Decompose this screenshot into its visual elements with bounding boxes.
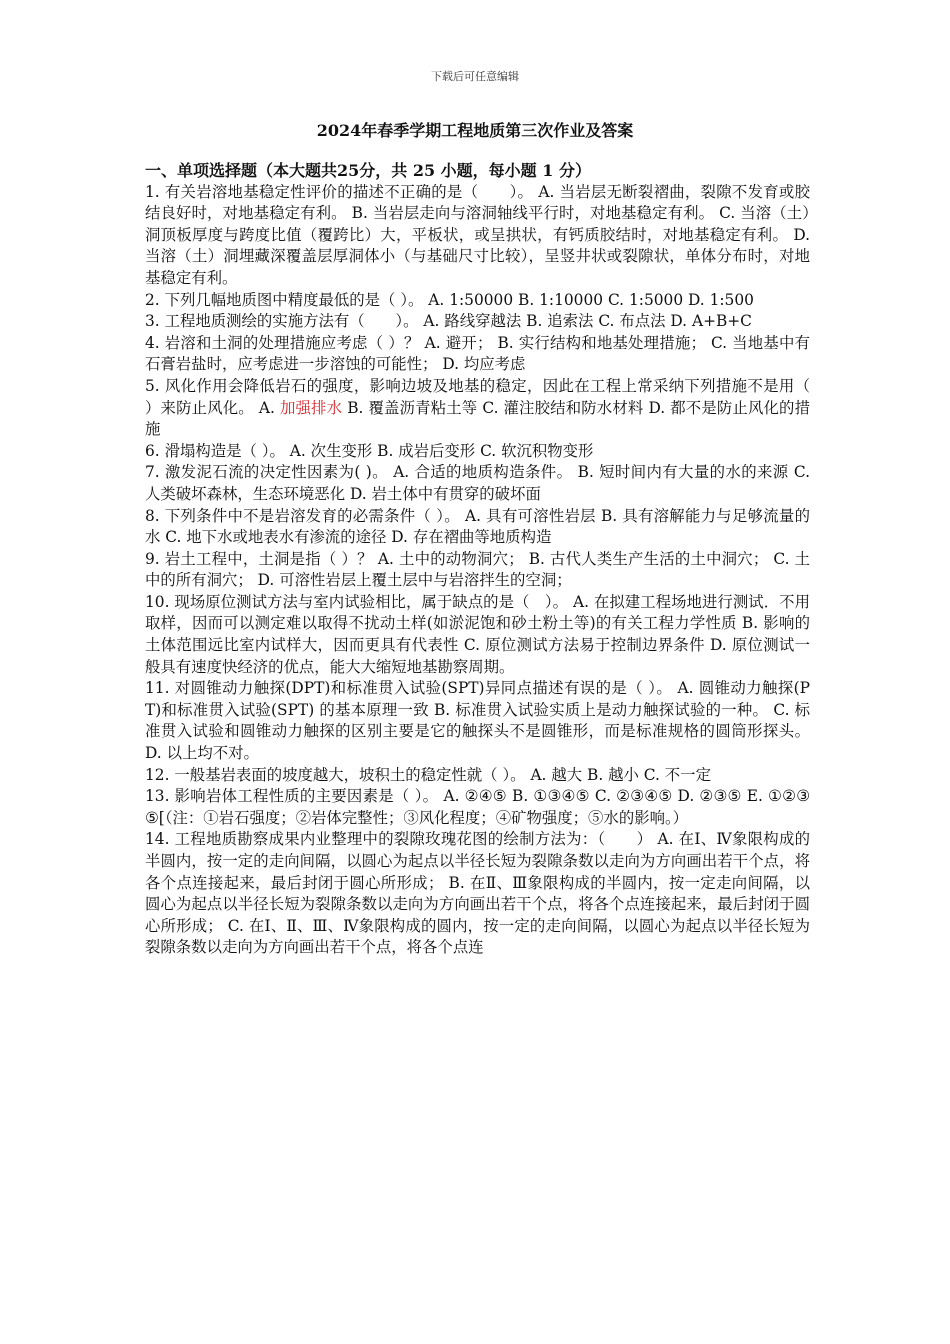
question-7: 7. 激发泥石流的决定性因素为( )。 A. 合适的地质构造条件。 B. 短时间内有大量的水的来源 C. 人类破坏森林，生态环境恶化 D. 岩土体中有贯穿的破坏面 (145, 463, 810, 503)
section-heading: 一、单项选择题（本大题共25分，共 25 小题，每小题 1 分） (145, 161, 591, 180)
question-5 (145, 376, 857, 441)
highlighted-answer: 加强排水 (279, 398, 343, 417)
question-11: 11. 对圆锥动力触探(DPT)和标准贯入试验(SPT)异同点描述有误的是（ ）。 A. 圆锥动力触探(PT)和标准贯入试验(SPT) 的基本原理一致 B. 标准贯入试验实质上是动力触探试验的一种。 C. 标准贯入试验和圆锥动力触探的区别主要是它的触探头不是圆锥形，而是标准规格的圆筒形探头。 D. 以上均不对。 (145, 679, 810, 763)
question-4: 4. 岩溶和土洞的处理措施应考虑（ ）？ A. 避开； B. 实行结构和地基处理措施； C. 当地基中有石膏岩盐时，应考虑进一步溶蚀的可能性； D. 均应考虑 (145, 333, 810, 374)
question-14: 14. 工程地质勘察成果内业整理中的裂隙玫瑰花图的绘制方法为：（ ） A. 在Ⅰ、Ⅳ象限构成的半圆内，按一定的走向间隔，以圆心为起点以半径长短为裂隙条数以走向为方向画出若干个点，将各个点连接起来，最后封闭于圆心所形成； B. 在Ⅱ、Ⅲ象限构成的半圆内，按一定走向间隔，以圆心为起点以半径长短为裂隙条数以走向为方向画出若干个点，将各个点连接起来，最后封闭于圆心所形成； C. 在Ⅰ、Ⅱ、Ⅲ、Ⅳ象限构成的圆内，按一定的走向间隔，以圆心为起点以半径长短为裂隙条数以走向为方向画出若干个点，将各个点连 (145, 830, 810, 957)
question-1: 1. 有关岩溶地基稳定性评价的描述不正确的是（ ）。 A. 当岩层无断裂褶曲，裂隙不发育或胶结良好时，对地基稳定有利。 B. 当岩层走向与溶洞轴线平行时，对地基稳定有利。 C. 当溶（土）洞顶板厚度与跨度比值（覆跨比）大，平板状，或呈拱状，有钙质胶结时，对地基稳定有利。 D. 当溶（土）洞埋藏深覆盖层厚洞体小（与基础尺寸比较），呈竖井状或裂隙状，单体分布时，对地基稳定有利。 (145, 182, 810, 287)
question-5-before: 5. 风化作用会降低岩石的强度，影响边坡及地基的稳定，因此在工程上常采纳下列措施不是用（ ）来防止风化。 A. (145, 376, 857, 417)
question-8: 8. 下列条件中不是岩溶发育的必需条件（ ）。 A. 具有可溶性岩层 B. 具有溶解能力与足够流量的水 C. 地下水或地表水有渗流的途径 D. 存在褶曲等地质构造 (145, 506, 810, 547)
question-10: 10. 现场原位测试方法与室内试验相比，属于缺点的是（ ）。 A. 在拟建工程场地进行测试．不用取样，因而可以测定难以取得不扰动土样(如淤泥饱和砂土粉土等)的有关工程力学性质 B. 影响的土体范围远比室内试样大，因而更具有代表性 C. 原位测试方法易于控制边界条件 D. 原位测试一般具有速度快经济的优点，能大大缩短地基勘察周期。 (145, 592, 810, 676)
header-note: 下载后可任意编辑 (431, 70, 519, 83)
question-12: 12. 一般基岩表面的坡度越大，坡积土的稳定性就（ ）。 A. 越大 B. 越小 C. 不一定 (145, 765, 711, 784)
question-3: 3. 工程地质测绘的实施方法有（ ）。 A. 路线穿越法 B. 追索法 C. 布点法 D. A+B+C (145, 312, 752, 331)
document-title: 2024年春季学期工程地质第三次作业及答案 (316, 121, 634, 140)
question-2: 2. 下列几幅地质图中精度最低的是（ ）。 A. 1:50000 B. 1:10000 C. 1:5000 D. 1:500 (145, 290, 754, 309)
question-13: 13. 影响岩体工程性质的主要因素是（ ）。 A. ②④⑤ B. ①③④⑤ C. ②③④⑤ D. ②③⑤ E. ①②③⑤[（注：①岩石强度；②岩体完整性；③风化程度；④矿物强度；⑤水的影响。） (145, 787, 810, 827)
question-6: 6. 滑塌构造是（ ）。 A. 次生变形 B. 成岩后变形 C. 软沉积物变形 (145, 441, 594, 460)
question-9: 9. 岩土工程中，土洞是指（ ）？ A. 土中的动物洞穴； B. 古代人类生产生活的土中洞穴； C. 土中的所有洞穴； D. 可溶性岩层上覆土层中与岩溶拌生的空洞； (145, 549, 810, 590)
question-5-after: B. 覆盖沥青粘土等 C. 灌注胶结和防水材料 D. 都不是防止风化的措施 (145, 398, 811, 439)
document-body (145, 160, 857, 959)
